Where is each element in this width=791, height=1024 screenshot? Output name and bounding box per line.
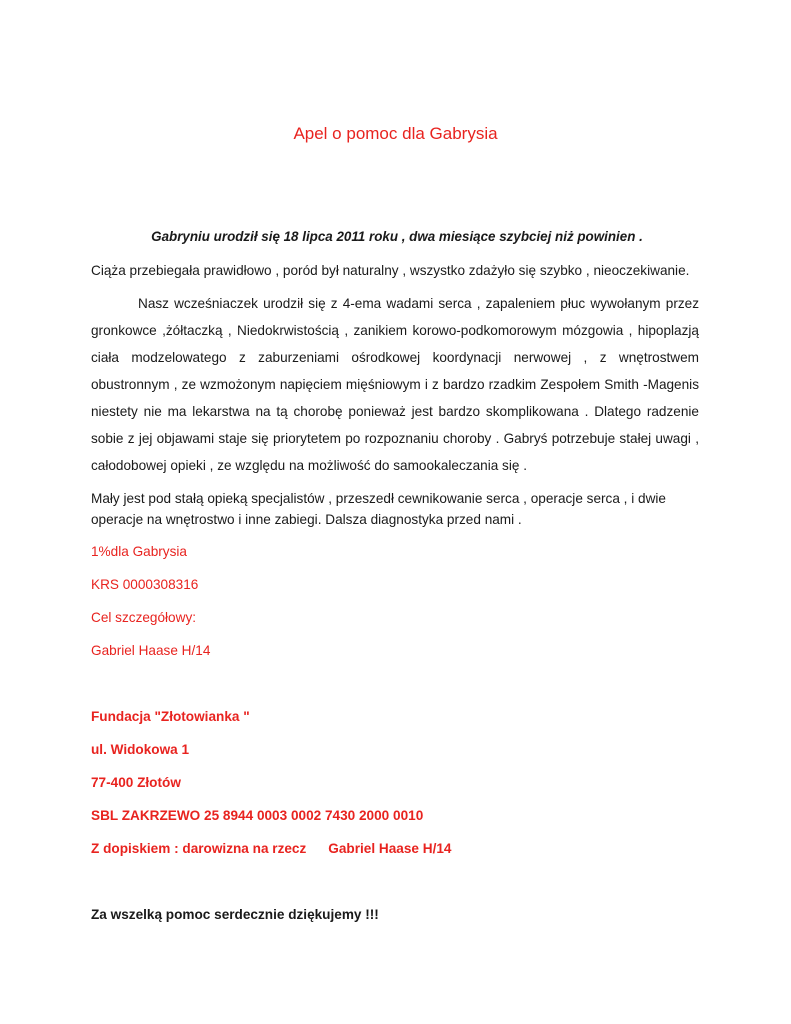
paragraph-diagnosis: Nasz wcześniaczek urodził się z 4-ema wadami serca , zapaleniem płuc wywołanym przez gronkowce ,żółtaczką , Niedokrwistością , zanikiem korowo-podkomorowym mózgowia , hipoplazją ciała modzelowatego z zaburzeniami ośrodkowej koordynacji nerwowej , z wnętrostwem obustronnym , ze wzmożonym napięciem mięśniowym i z bardzo rzadkim Zespołem Smith -Magenis niestety nie ma lekarstwa na tą chorobę ponieważ jest bardzo skomplikowana . Dlatego radzenie sobie z jej objawami staje się priorytetem po rozpoznaniu choroby . Gabryś potrzebuje stałej uwagi , całodobowej opieki , ze względu na możliwość do samookaleczania się . xyxy=(91,296,699,473)
paragraph-pregnancy: Ciąża przebiegała prawidłowo , poród był naturalny , wszystko zdażyło się szybko , nieoczekiwanie. xyxy=(91,263,690,278)
donation-purpose-name: Gabriel Haase H/14 xyxy=(91,643,211,658)
donation-krs-line: KRS 0000308316 xyxy=(91,577,199,592)
donation-percent-line: 1%dla Gabrysia xyxy=(91,544,187,559)
donation-purpose-label: Cel szczegółowy: xyxy=(91,610,197,625)
foundation-note xyxy=(91,841,451,856)
paragraph-treatment: Mały jest pod stałą opieką specjalistów , przeszedł cewnikowanie serca , operacje serca , i dwie operacje na wnętrostwo i inne zabiegi. Dalsza diagnostyka przed nami . xyxy=(91,491,666,527)
foundation-name: Fundacja "Złotowianka " xyxy=(91,709,250,724)
foundation-note-prefix: Z dopiskiem : darowizna na rzecz xyxy=(91,841,307,856)
foundation-street: ul. Widokowa 1 xyxy=(91,742,190,757)
foundation-account: SBL ZAKRZEWO 25 8944 0003 0002 7430 2000 0010 xyxy=(91,808,424,823)
foundation-note-name: Gabriel Haase H/14 xyxy=(328,841,452,856)
closing-thanks: Za wszelką pomoc serdecznie dziękujemy !!! xyxy=(91,907,379,922)
foundation-city: 77-400 Złotów xyxy=(91,775,181,790)
document-title: Apel o pomoc dla Gabrysia xyxy=(293,124,498,143)
intro-paragraph: Gabryniu urodził się 18 lipca 2011 roku , dwa miesiące szybciej niż powinien . xyxy=(151,229,643,244)
